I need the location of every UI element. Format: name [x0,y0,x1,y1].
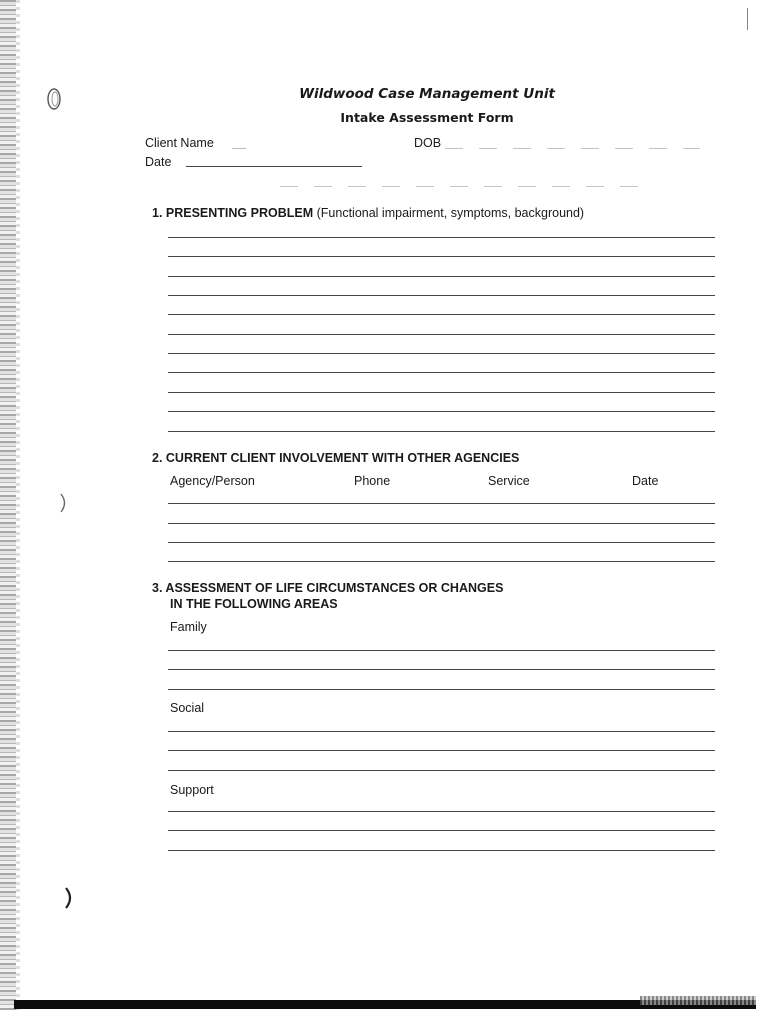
presenting-problem-line-1[interactable] [168,237,715,238]
presenting-problem-line-3[interactable] [168,276,715,277]
scan-right-mark [747,8,748,30]
section-3-heading-line-2: IN THE FOLLOWING AREAS [170,597,338,611]
presenting-problem-line-8[interactable] [168,372,715,373]
family-line-2[interactable] [168,669,715,670]
presenting-problem-line-7[interactable] [168,353,715,354]
scan-left-edge-shadow [16,0,20,1010]
presenting-problem-line-10[interactable] [168,411,715,412]
client-name-line[interactable] [232,148,246,149]
column-date: Date [632,474,659,488]
scan-speck-mark [58,492,70,514]
section-2-heading: 2. CURRENT CLIENT INVOLVEMENT WITH OTHER AGENCIES [152,451,520,465]
presenting-problem-line-9[interactable] [168,392,715,393]
social-line-3[interactable] [168,770,715,771]
area-support-label: Support [170,783,214,797]
date-line[interactable] [186,166,362,167]
presenting-problem-line-4[interactable] [168,295,715,296]
presenting-problem-line-11[interactable] [168,431,715,432]
presenting-problem-line-6[interactable] [168,334,715,335]
scan-left-edge [0,0,16,1010]
family-line-1[interactable] [168,650,715,651]
header-divider-line [280,186,640,187]
column-phone: Phone [354,474,391,488]
support-line-2[interactable] [168,830,715,831]
section-3-heading-line-1: 3. ASSESSMENT OF LIFE CIRCUMSTANCES OR CHANGES [152,581,504,595]
agency-line-4[interactable] [168,561,715,562]
scan-bottom-noise [640,996,756,1005]
dob-line[interactable] [445,148,700,149]
family-line-3[interactable] [168,689,715,690]
agency-line-2[interactable] [168,523,715,524]
social-line-2[interactable] [168,750,715,751]
client-name-label: Client Name [145,136,214,150]
support-line-1[interactable] [168,811,715,812]
scan-speck-mark-2 [62,886,76,910]
column-service: Service [488,474,530,488]
section-1-heading [152,206,584,220]
area-family-label: Family [170,620,207,634]
unit-title: Wildwood Case Management Unit [299,86,555,102]
social-line-1[interactable] [168,731,715,732]
column-agency-person: Agency/Person [170,474,255,488]
presenting-problem-line-5[interactable] [168,314,715,315]
presenting-problem-line-2[interactable] [168,256,715,257]
form-title: Intake Assessment Form [340,110,514,125]
agency-line-3[interactable] [168,542,715,543]
agency-line-1[interactable] [168,503,715,504]
section-1-subtitle: (Functional impairment, symptoms, background) [316,206,585,220]
date-label: Date [145,155,172,169]
area-social-label: Social [170,701,205,715]
dob-label: DOB [414,136,442,150]
section-1-title: 1. PRESENTING PROBLEM [152,206,314,220]
support-line-3[interactable] [168,850,715,851]
